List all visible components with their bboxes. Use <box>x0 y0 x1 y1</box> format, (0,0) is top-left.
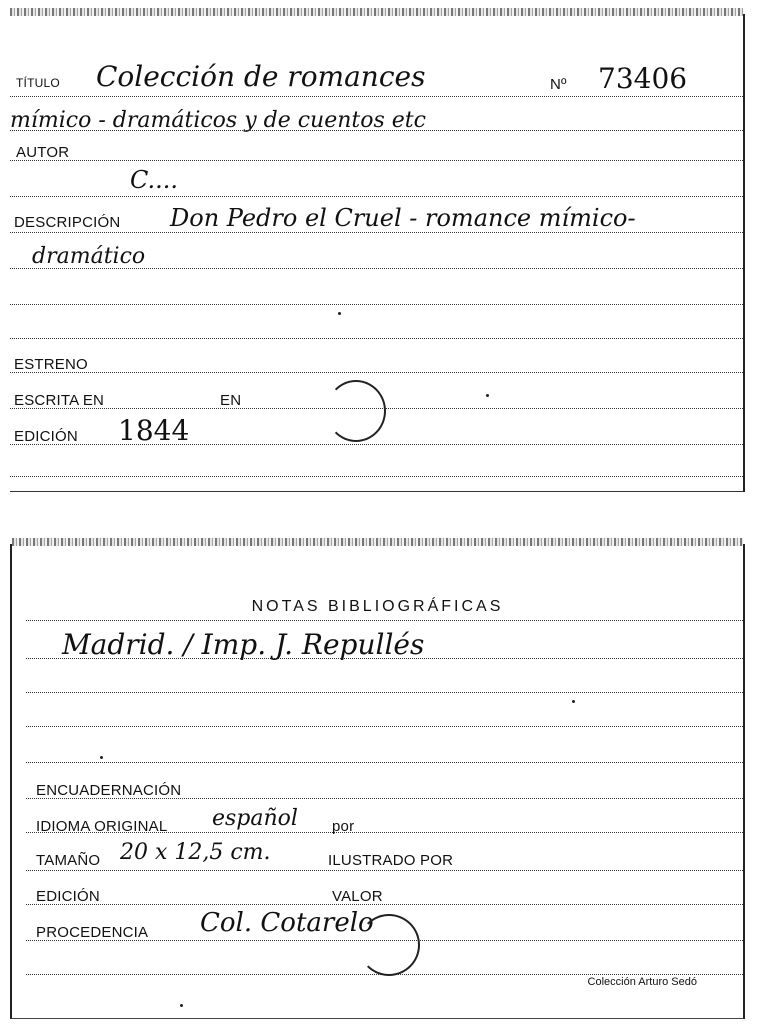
titulo-label: TÍTULO <box>16 76 60 90</box>
rule-line <box>10 372 743 373</box>
edicion-value: 1844 <box>118 414 190 447</box>
idioma-original-value: español <box>212 806 298 831</box>
procedencia-value: Col. Cotarelo <box>200 908 374 938</box>
por-label: por <box>332 818 355 835</box>
card-edge-top <box>10 8 743 16</box>
idioma-original-label: IDIOMA ORIGINAL <box>36 818 168 835</box>
autor-label: AUTOR <box>16 144 70 161</box>
rule-line <box>26 692 743 693</box>
punch-hole-mark <box>326 380 386 442</box>
valor-label: VALOR <box>332 888 383 905</box>
card-bottom-border <box>10 491 743 492</box>
scan-speck <box>486 394 489 397</box>
titulo-value-line2: mímico - dramáticos y de cuentos etc <box>10 108 426 133</box>
estreno-label: ESTRENO <box>14 356 88 373</box>
ilustrado-por-label: ILUSTRADO POR <box>328 852 454 869</box>
rule-line <box>26 620 743 621</box>
rule-line <box>10 96 743 97</box>
card-edge-top <box>12 538 743 546</box>
descripcion-label: DESCRIPCIÓN <box>14 214 121 231</box>
catalog-card-top <box>10 14 745 492</box>
rule-line <box>10 476 743 477</box>
rule-line <box>10 232 743 233</box>
tamano-value: 20 x 12,5 cm. <box>120 840 271 865</box>
descripcion-value-line1: Don Pedro el Cruel - romance mímico- <box>170 204 636 232</box>
autor-value: C.... <box>130 166 179 194</box>
catalog-card-bottom <box>10 544 745 1019</box>
procedencia-label: PROCEDENCIA <box>36 924 149 941</box>
collection-credit: Colección Arturo Sedó <box>587 976 697 988</box>
descripcion-value-line2: dramático <box>32 244 146 269</box>
rule-line <box>26 870 743 871</box>
rule-line <box>26 762 743 763</box>
scan-speck <box>180 1004 183 1007</box>
numero-value: 73406 <box>598 62 688 95</box>
scan-speck <box>572 700 575 703</box>
scan-speck <box>100 756 103 759</box>
punch-hole-mark <box>358 914 420 976</box>
encuadernacion-label: ENCUADERNACIÓN <box>36 782 182 799</box>
en-label: EN <box>220 392 242 409</box>
rule-line <box>26 726 743 727</box>
rule-line <box>10 160 743 161</box>
escrita-en-label: ESCRITA EN <box>14 392 105 409</box>
rule-line <box>10 304 743 305</box>
edicion-label: EDICIÓN <box>14 428 78 445</box>
rule-line <box>26 904 743 905</box>
edicion-label-bottom: EDICIÓN <box>36 888 100 905</box>
notas-bibliograficas-heading: NOTAS BIBLIOGRÁFICAS <box>251 598 504 615</box>
rule-line <box>10 338 743 339</box>
notas-value-line1: Madrid. / Imp. J. Repullés <box>62 628 425 661</box>
titulo-value-line1: Colección de romances <box>96 60 426 93</box>
rule-line <box>10 196 743 197</box>
scan-speck <box>338 312 341 315</box>
tamano-label: TAMAÑO <box>36 852 101 869</box>
numero-label: Nº <box>550 76 567 93</box>
